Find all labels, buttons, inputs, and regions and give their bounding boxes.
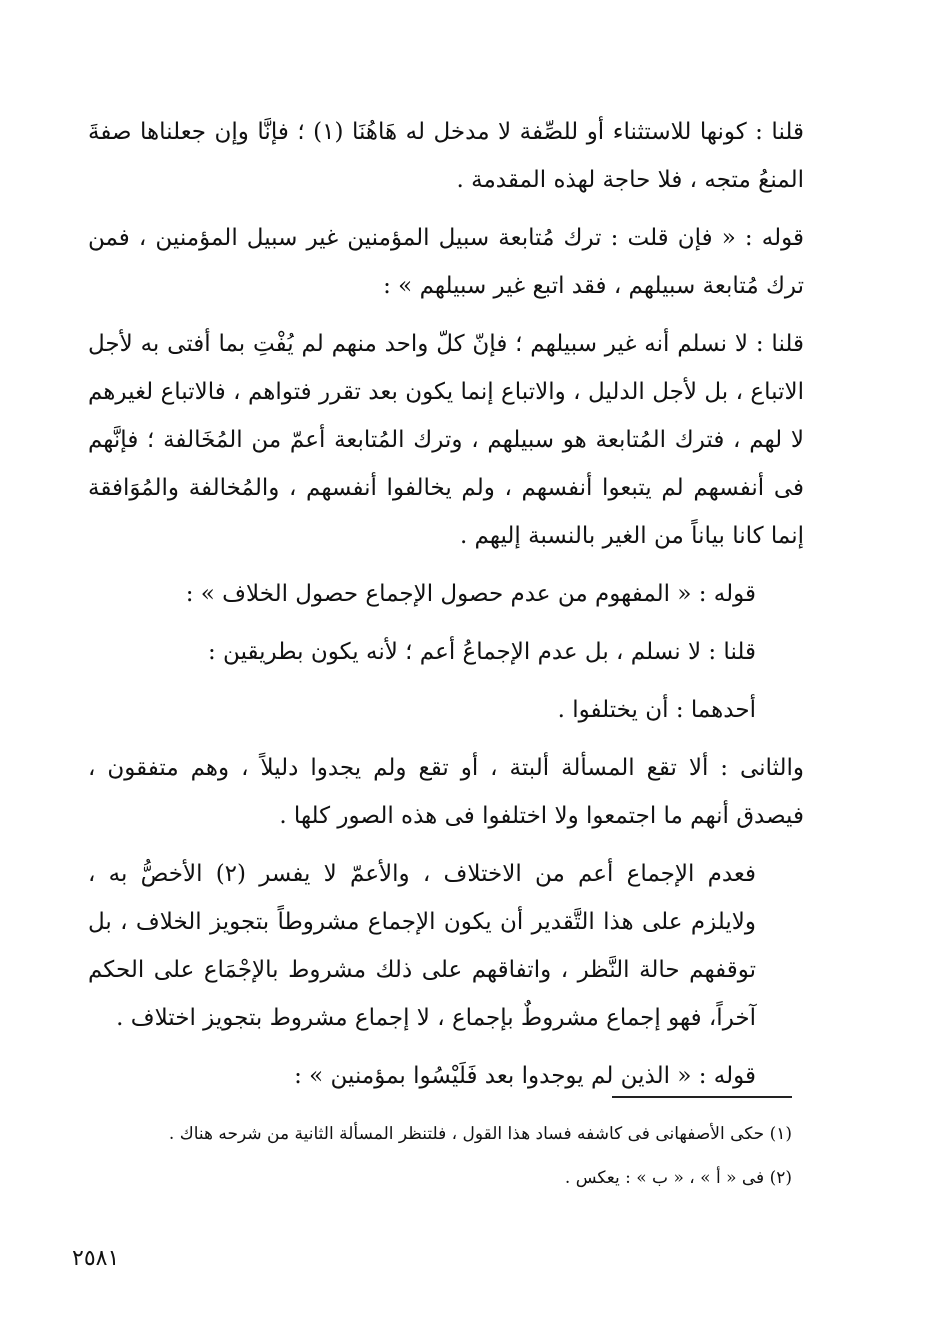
paragraph-7: والثانى : ألا تقع المسألة ألبتة ، أو تقع ولم يجدوا دليلاً ، وهم متفقون ، فيصدق أنهم ما اجتمعوا ولا اختلفوا فى هذه الصور كلها . — [88, 755, 804, 829]
paragraph-2: قوله : « فإن قلت : ترك مُتابعة سبيل المؤمنين غير سبيل المؤمنين ، فمن ترك مُتابعة سبيلهم ، فقد اتبع غير سبيلهم » : — [88, 225, 804, 299]
paragraph-4: قوله : « المفهوم من عدم حصول الإجماع حصول الخلاف » : — [185, 581, 756, 607]
paragraph-5: قلنا : لا نسلم ، بل عدم الإجماعُ أعم ؛ لأنه يكون بطريقين : — [208, 639, 756, 665]
footnote-divider — [612, 1096, 792, 1098]
paragraph-1: قلنا : كونها للاستثناء أو للصِّفة لا مدخل له هَاهُنَا (١) ؛ فإنَّا وإن جعلناها صفةَ المنعُ متجه ، فلا حاجة لهذه المقدمة . — [88, 119, 804, 193]
paragraph-8: فعدم الإجماع أعم من الاختلاف ، والأعمّ لا يفسر (٢) الأخصُّ به ، ولايلزم على هذا التَّقدير أن يكون الإجماع مشروطاً بتجويز الخلاف ، بل توقفهم حالة النَّظر ، واتفاقهم على ذلك مشروط بالإجْمَاع على الحكم آخراً، فهو إجماع مشروطٌ بإجماع ، لا إجماع مشروط بتجويز اختلاف . — [88, 861, 756, 1031]
paragraph-3: قلنا : لا نسلم أنه غير سبيلهم ؛ فإنّ كلّ واحد منهم لم يُفْتِ بما أفتى به لأجل الاتباع ، بل لأجل الدليل ، والاتباع إنما يكون بعد تقرر فتواهم ، فالاتباع لغيرهم لا لهم ، فترك المُتابعة هو سبيلهم ، وترك المُتابعة أعمّ من المُخَالفة ؛ فإنَّهم فى أنفسهم لم يتبعوا أنفسهم ، ولم يخالفوا أنفسهم ، والمُخالفة والمُوَافقة إنما كانا بياناً من الغير بالنسبة إليهم . — [88, 331, 804, 549]
main-text — [88, 108, 804, 1110]
footnote-2: (٢) فى « أ » ، « ب » : يعكس . — [564, 1168, 792, 1188]
footnotes — [80, 1116, 792, 1204]
paragraph-6: أحدهما : أن يختلفوا . — [557, 697, 756, 723]
paragraph-9: قوله : « الذين لم يوجدوا بعد فَلَيْسُوا بمؤمنين » : — [294, 1063, 756, 1089]
footnote-1: (١) حكى الأصفهانى فى كاشفه فساد هذا القول ، فلتنظر المسألة الثانية من شرحه هناك . — [168, 1124, 792, 1144]
page-number: ٢٥٨١ — [72, 1246, 120, 1271]
